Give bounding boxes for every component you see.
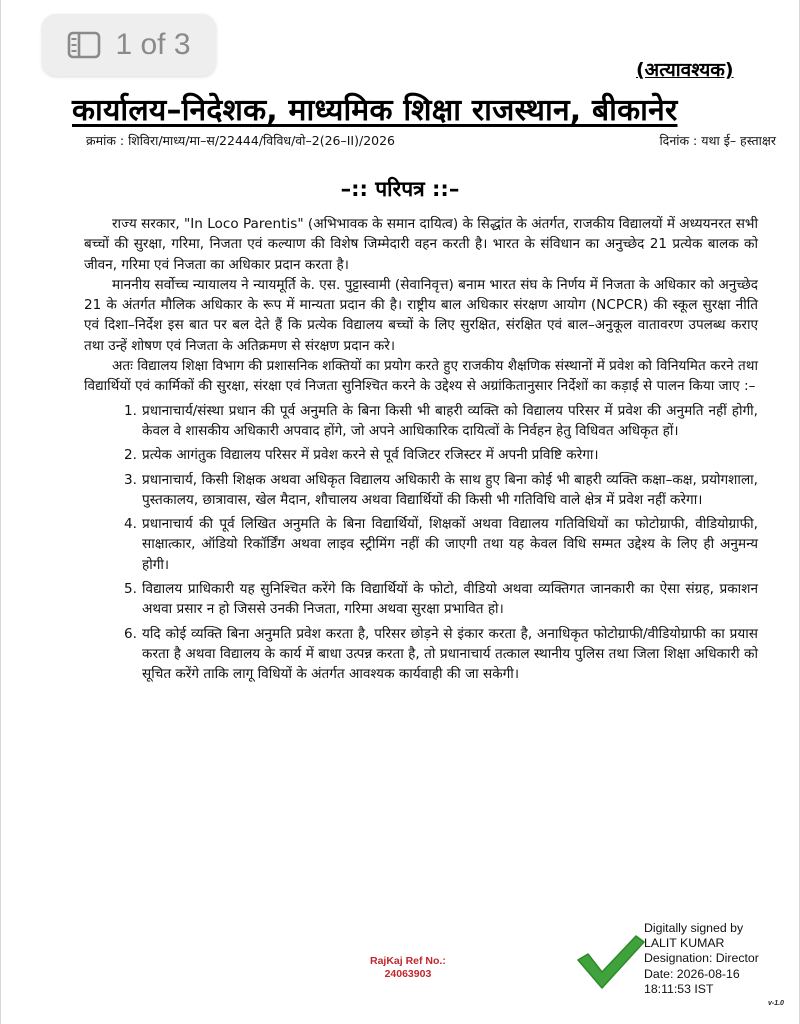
directive-number: 2. xyxy=(124,447,137,464)
rajkaj-number: 24063903 xyxy=(384,968,432,980)
page-view-icon xyxy=(67,31,101,59)
urgent-label: (अत्यावश्यक) xyxy=(636,59,734,81)
directive-item xyxy=(84,470,758,511)
digital-signature xyxy=(644,921,759,997)
paragraph-intro: राज्य सरकार, "In Loco Parentis" (अभिभावक के समान दायित्व) के सिद्धांत के अंतर्गत, राजकीय विद्यालयों में अध्ययनरत सभी बच्चों की सुरक्षा, गरिमा, निजता एवं कल्याण की विशेष जिम्मेदारी वहन करती है। भारत के संविधान का अनुच्छेद 21 प्रत्येक बालक को जीवन, गरिमा एवं निजता का अधिकार प्रदान करता है। xyxy=(84,216,758,273)
signature-line: LALIT KUMAR xyxy=(644,936,725,951)
directive-text: प्रधानाचार्य, किसी शिक्षक अथवा अधिकृत विद्यालय अधिकारी के साथ हुए बिना कोई भी बाहरी व्यक्ति कक्षा–कक्ष, प्रयोगशाला, पुस्तकालय, छात्रावास, खेल मैदान, शौचालय अथवा विद्यार्थियों की किसी भी गतिविधि वाले क्षेत्र में प्रवेश नहीं करेगा। xyxy=(142,471,758,508)
circular-title: –:: परिपत्र ::– xyxy=(340,177,460,201)
check-mark-icon xyxy=(574,930,646,992)
directive-text: यदि कोई व्यक्ति बिना अनुमति प्रवेश करता है, परिसर छोड़ने से इंकार करता है, अनाधिकृत फोटोग्राफी/वीडियोग्राफी का प्रयास करता है अथवा विद्यालय के कार्य में बाधा उत्पन्न करता है, तो प्रधानाचार्य तत्काल स्थानीय पुलिस तथा जिला शिक्षा अधिकारी को सूचित करेंगे ताकि लागू विधियों के अंतर्गत आवश्यक कार्यवाही की जा सकेगी। xyxy=(142,625,758,683)
page-indicator[interactable] xyxy=(42,14,216,76)
reference-number: क्रमांक : शिविरा/माध्य/मा–स/22444/विविध/वो–2(26–II)/2026 xyxy=(86,133,396,148)
paragraph-directive-intro: अतः विद्यालय शिक्षा विभाग की प्रशासनिक शक्तियों का प्रयोग करते हुए राजकीय शैक्षणिक संस्थानों में प्रवेश को विनियमित करने तथा विद्यार्थियों एवं कार्मिकों की सुरक्षा, संरक्षा एवं निजता सुनिश्चित करने के उद्देश्य से अग्रांकितानुसार निर्देशों का कड़ाई से पालन किया जाए :– xyxy=(84,358,758,395)
directive-text: प्रत्येक आगंतुक विद्यालय परिसर में प्रवेश करने से पूर्व विजिटर रजिस्टर में अपनी प्रविष्टि करेगा। xyxy=(142,447,599,464)
reference-date: दिनांक : यथा ई– हस्ताक्षर xyxy=(659,133,776,148)
reference-line xyxy=(86,132,776,150)
directive-item xyxy=(84,579,758,620)
directive-item xyxy=(84,514,758,575)
directive-text: प्रधानाचार्य/संस्था प्रधान की पूर्व अनुमति के बिना किसी भी बाहरी व्यक्ति को विद्यालय परिसर में प्रवेश की अनुमति नहीं होगी, केवल वे शासकीय अधिकारी अपवाद होंगे, जो अपने आधिकारिक दायित्वों के निर्वहन हेतु विधिवत अधिकृत हों। xyxy=(142,402,758,439)
signature-line: Date: 2026-08-16 xyxy=(644,966,740,981)
rajkaj-label: RajKaj Ref No.: xyxy=(370,955,446,967)
paragraph-court: माननीय सर्वोच्च न्यायालय ने न्यायमूर्ति के. एस. पुट्टास्वामी (सेवानिवृत्त) बनाम भारत संघ के निर्णय में निजता के अधिकार को अनुच्छेद 21 के अंतर्गत मौलिक अधिकार के रूप में मान्यता प्रदान की है। राष्ट्रीय बाल अधिकार संरक्षण आयोग (NCPCR) की स्कूल सुरक्षा नीति एवं दिशा–निर्देश इस बात पर बल देते हैं कि प्रत्येक विद्यालय बच्चों के लिए सुरक्षित, संरक्षित एवं बाल–अनुकूल वातावरण उपलब्ध कराए तथा उन्हें शोषण एवं निजता के अतिक्रमण से संरक्षण प्रदान करे। xyxy=(84,276,758,354)
directive-text: विद्यालय प्राधिकारी यह सुनिश्चित करेंगे कि विद्यार्थियों के फोटो, वीडियो अथवा व्यक्तिगत जानकारी का ऐसा संग्रह, प्रकाशन अथवा प्रसार न हो जिससे उनकी निजता, गरिमा अथवा सुरक्षा प्रभावित हो। xyxy=(142,581,758,618)
directive-number: 5. xyxy=(124,581,137,598)
signature-line: Digitally signed by xyxy=(644,921,744,935)
directive-text: प्रधानाचार्य की पूर्व लिखित अनुमति के बिना विद्यार्थियों, शिक्षकों अथवा विद्यालय गतिविधियों का फोटोग्राफी, वीडियोग्राफी, साक्षात्कार, ऑडियो रिकॉर्डिंग अथवा लाइव स्ट्रीमिंग नहीं की जाएगी तथा यह केवल विधि सम्मत उद्देश्य के लिए ही अनुमन्य होगी। xyxy=(142,516,758,573)
directive-number: 3. xyxy=(124,471,137,488)
office-title: कार्यालय–निदेशक, माध्यमिक शिक्षा राजस्थान, बीकानेर xyxy=(72,93,678,128)
rajkaj-reference xyxy=(370,955,446,981)
directive-list xyxy=(84,401,758,685)
directive-number: 6. xyxy=(124,625,137,642)
directive-number: 4. xyxy=(124,516,137,533)
directive-number: 1. xyxy=(124,402,137,419)
signature-line: Designation: Director xyxy=(644,951,759,966)
signature-line: 18:11:53 IST xyxy=(644,981,714,996)
directive-item xyxy=(84,445,758,465)
directive-item xyxy=(84,401,758,442)
version-label: v-1.0 xyxy=(768,1000,784,1007)
directive-item xyxy=(84,624,758,685)
circular-body xyxy=(84,214,758,685)
page-indicator-text: 1 of 3 xyxy=(115,28,191,61)
